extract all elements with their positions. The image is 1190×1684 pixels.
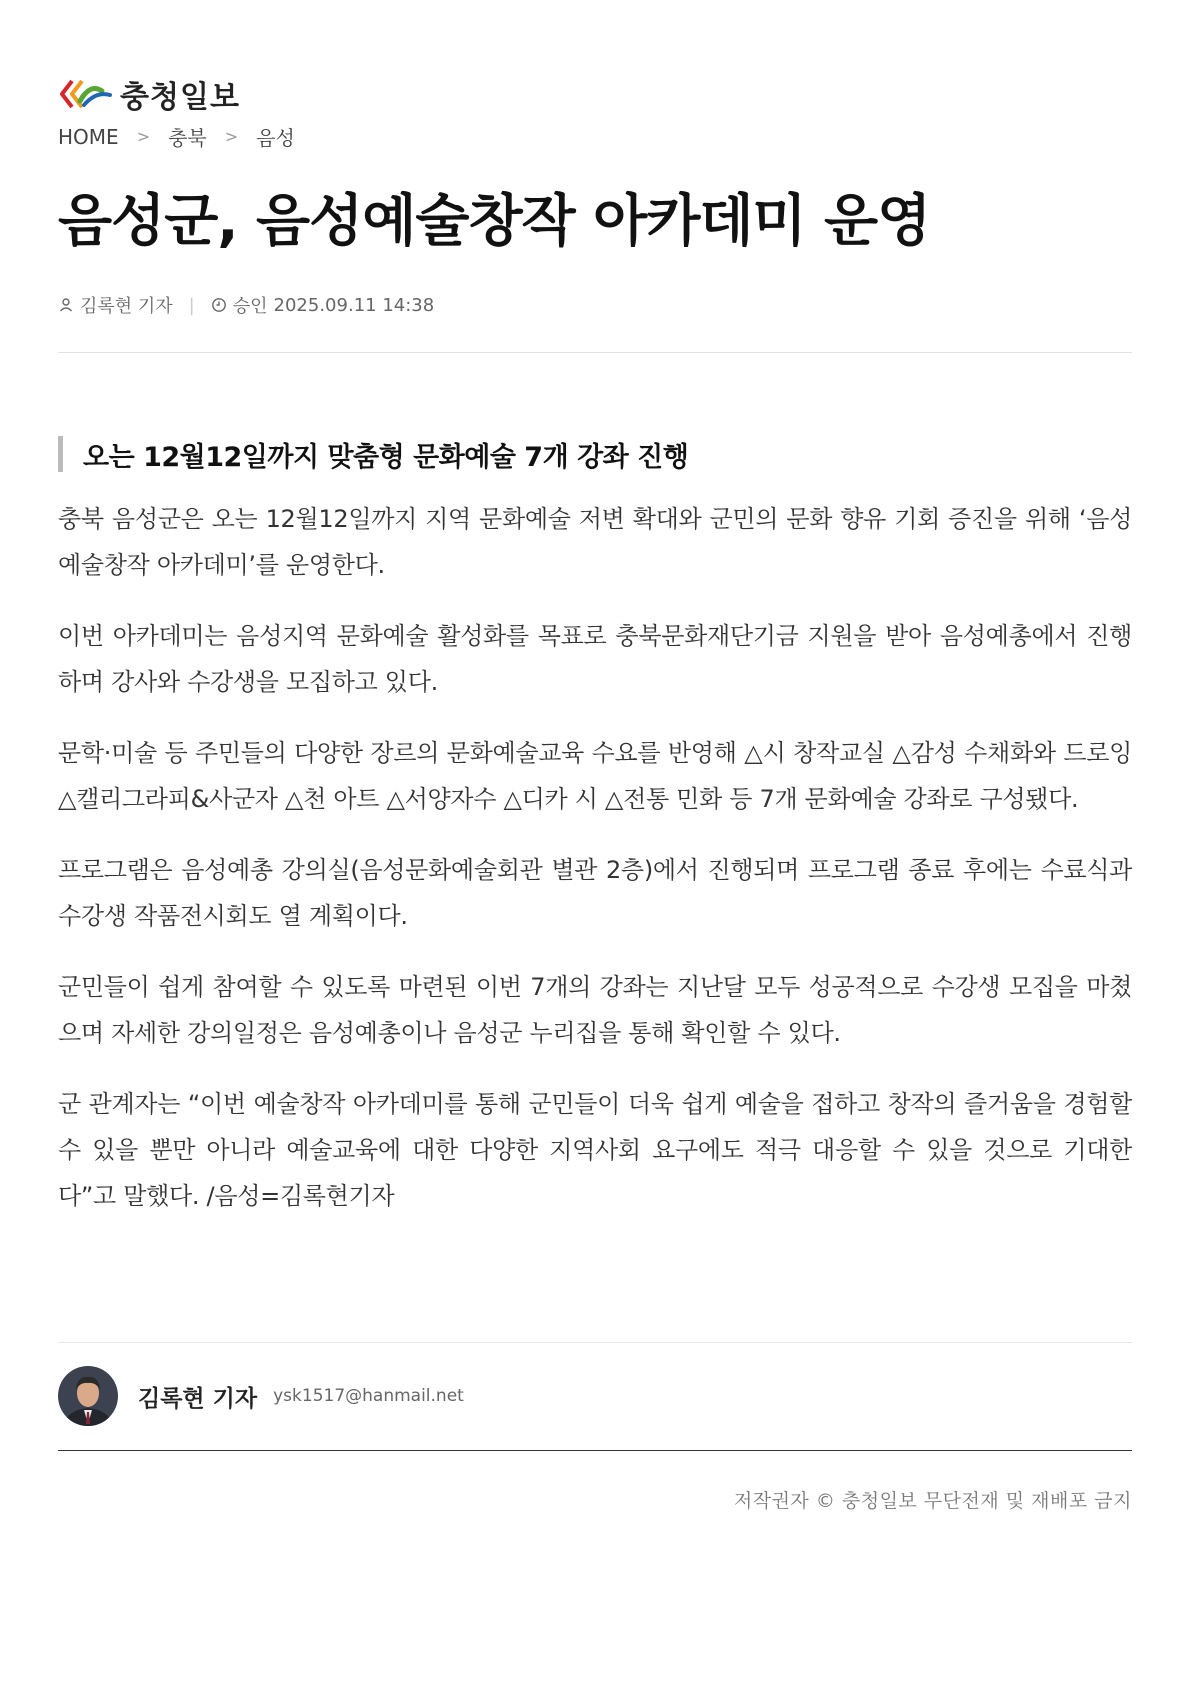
article-body xyxy=(58,496,1132,1244)
copyright-notice: 저작권자 © 충청일보 무단전재 및 재배포 금지 xyxy=(733,1490,1132,1512)
reporter-photo xyxy=(58,1366,118,1426)
approved-datetime: 2025.09.11 14:38 xyxy=(273,294,435,316)
reporter-avatar[interactable] xyxy=(58,1366,118,1426)
breadcrumb-home[interactable]: HOME xyxy=(58,124,119,149)
logo-text: 충청일보 xyxy=(120,80,240,115)
reporter-email[interactable]: ysk1517@hanmail.net xyxy=(273,1386,464,1406)
divider xyxy=(58,352,1132,353)
article-subtitle: 오는 12월12일까지 맞춤형 문화예술 7개 강좌 진행 xyxy=(58,436,688,472)
article-paragraph: 군 관계자는 “이번 예술창작 아카데미를 통해 군민들이 더욱 쉽게 예술을 접하고 창작의 즐거움을 경험할 수 있을 뿐만 아니라 예술교육에 대한 다양한 지역사회 요구에도 적극 대응할 수 있을 것으로 기대한다”고 말했다. /음성=김록현기자 xyxy=(58,1090,1132,1210)
clock-icon xyxy=(211,297,227,313)
article-paragraph: 군민들이 쉽게 참여할 수 있도록 마련된 이번 7개의 강좌는 지난달 모두 성공적으로 수강생 모집을 마쳤으며 자세한 강의일정은 음성예총이나 음성군 누리집을 통해 확인할 수 있다. xyxy=(58,973,1132,1047)
divider xyxy=(58,1342,1132,1343)
article-author: 김록현 기자 xyxy=(80,296,173,317)
reporter-name[interactable]: 김록현 기자 xyxy=(138,1385,258,1412)
article-paragraph: 프로그램은 음성예총 강의실(음성문화예술회관 별관 2층)에서 진행되며 프로그램 종료 후에는 수료식과 수강생 작품전시회도 열 계획이다. xyxy=(58,856,1132,930)
logo-mark-icon xyxy=(58,77,114,111)
breadcrumb xyxy=(58,122,295,151)
article-title: 음성군, 음성예술창작 아카데미 운영 xyxy=(58,189,931,254)
meta-divider: | xyxy=(188,294,195,316)
breadcrumb-section[interactable]: 충북 xyxy=(168,126,207,150)
site-logo[interactable] xyxy=(58,72,240,116)
divider xyxy=(58,1450,1132,1451)
breadcrumb-subsection[interactable]: 음성 xyxy=(256,126,295,150)
article-paragraph: 문학·미술 등 주민들의 다양한 장르의 문화예술교육 수요를 반영해 △시 창작교실 △감성 수채화와 드로잉 △캘리그라피&사군자 △천 아트 △서양자수 △디카 시 △전통 민화 등 7개 문화예술 강좌로 구성됐다. xyxy=(58,739,1132,813)
chevron-right-icon: > xyxy=(224,127,239,146)
article-paragraph: 충북 음성군은 오는 12월12일까지 지역 문화예술 저변 확대와 군민의 문화 향유 기회 증진을 위해 ‘음성예술창작 아카데미’를 운영한다. xyxy=(58,505,1132,579)
reporter-byline xyxy=(58,1366,464,1426)
approved-label: 승인 xyxy=(232,296,268,317)
person-icon xyxy=(58,297,74,313)
article-meta xyxy=(58,292,434,318)
article-paragraph: 이번 아카데미는 음성지역 문화예술 활성화를 목표로 충북문화재단기금 지원을 받아 음성예총에서 진행하며 강사와 수강생을 모집하고 있다. xyxy=(58,622,1132,696)
chevron-right-icon: > xyxy=(136,127,151,146)
